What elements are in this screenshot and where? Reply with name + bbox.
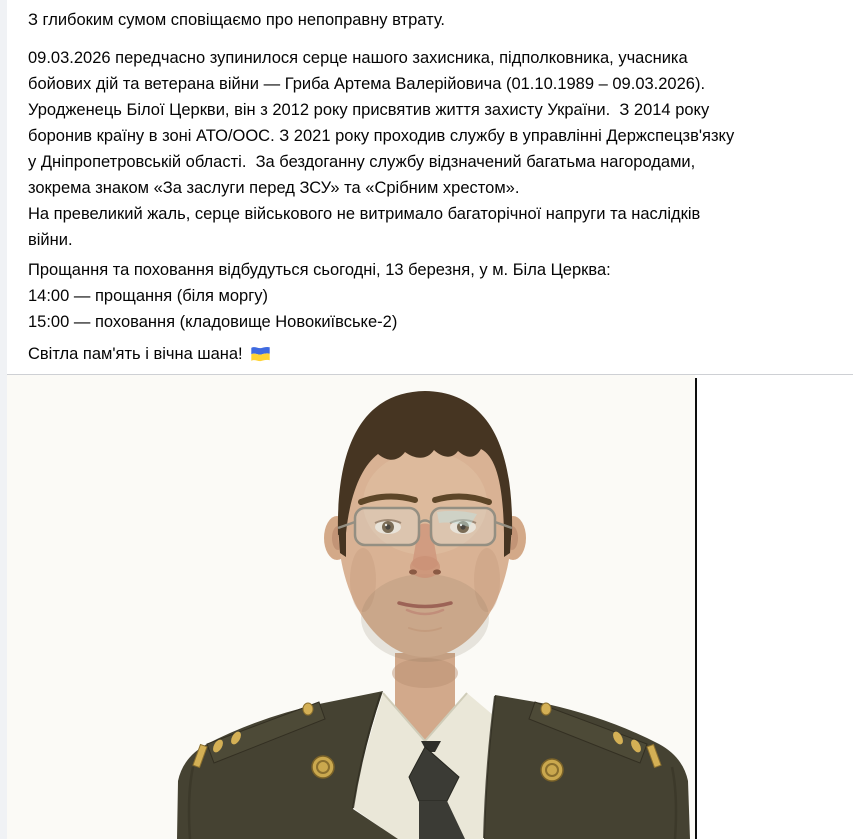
post-text-line: 15:00 — поховання (кладовище Новокиївське-2) xyxy=(28,313,398,331)
closing-text: Світла пам'ять і вічна шана! xyxy=(28,345,243,363)
post-text-line xyxy=(28,341,833,367)
collar-emblem-left xyxy=(312,756,334,778)
post-card xyxy=(7,0,853,838)
post-text-line: 09.03.2026 передчасно зупинилося серце нашого захисника, підполковника, учасника xyxy=(28,49,688,67)
photo-divider-line xyxy=(695,378,697,839)
post-text-line: Уродженець Білої Церкви, він з 2012 року присвятив життя захисту України. З 2014 року xyxy=(28,101,710,119)
post-text-line: війни. xyxy=(28,231,73,249)
serviceman-portrait-photo[interactable] xyxy=(7,375,695,839)
post-text-line: Прощання та поховання відбудуться сьогодні, 13 березня, у м. Біла Церква: xyxy=(28,261,611,279)
post-paragraph-intro xyxy=(28,7,833,33)
collar-emblem-right xyxy=(541,759,563,781)
post-paragraph-closing xyxy=(28,341,833,367)
post-paragraph-biography xyxy=(28,45,833,253)
post-text-line: у Дніпропетровській області. За бездоганну службу відзначений багатьма нагородами, xyxy=(28,153,696,171)
post-text-line: зокрема знаком «За заслуги перед ЗСУ» та «Срібним хрестом». xyxy=(28,179,520,197)
post-paragraph-funeral-details xyxy=(28,257,833,335)
post-text-line: бойових дій та ветерана війни — Гриба Артема Валерійовича (01.10.1989 – 09.03.2026). xyxy=(28,75,706,93)
post-photo-attachment[interactable] xyxy=(7,374,853,839)
post-text-line: боронив країну в зоні АТО/ООС. З 2021 року проходив службу в управлінні Держспецзв'язку xyxy=(28,127,735,145)
post-text-line: На превеликий жаль, серце військового не витримало багаторічної напруги та наслідків xyxy=(28,205,701,223)
post-text-line: З глибоким сумом сповіщаємо про непоправну втрату. xyxy=(28,11,446,29)
ukraine-flag-icon xyxy=(249,344,272,362)
post-text xyxy=(7,0,853,367)
post-text-line: 14:00 — прощання (біля моргу) xyxy=(28,287,268,305)
